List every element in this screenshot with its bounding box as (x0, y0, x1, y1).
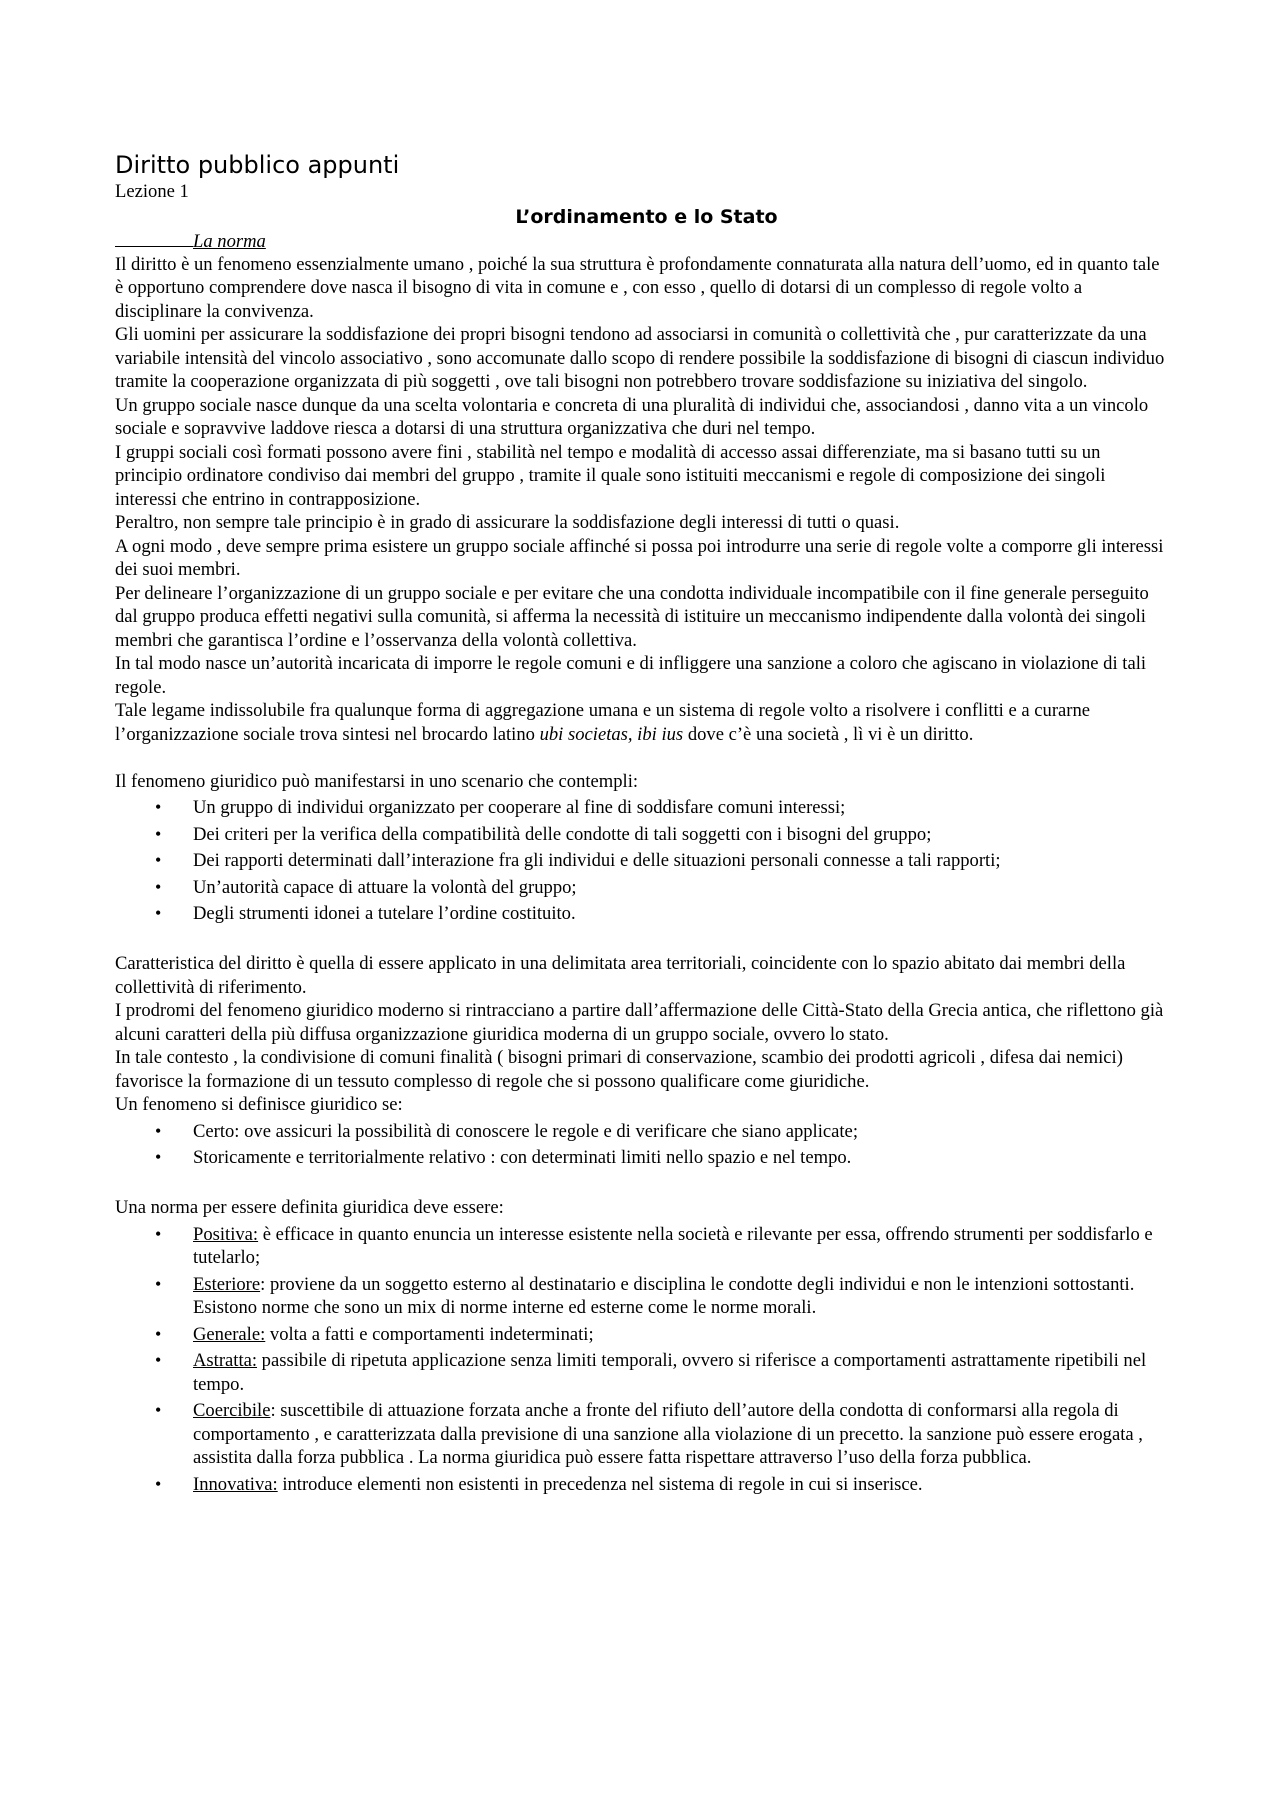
norm-characteristics-list (115, 1223, 1170, 1497)
scenario-item (115, 796, 1170, 820)
norm-description: volta a fatti e comportamenti indeterminati; (265, 1323, 594, 1345)
scenario-item (115, 876, 1170, 900)
norm-description: è efficace in quanto enuncia un interesse esistente nella società e rilevante per essa, offrendo strumenti per soddisfarlo e tutelarlo; (193, 1223, 1153, 1268)
body-paragraph: I prodromi del fenomeno giuridico moderno si rintracciano a partire dall’affermazione delle Città-Stato della Grecia antica, che riflettono già alcuni caratteri della più diffusa organizzazione giuridica moderna di un gruppo sociale, ovvero lo stato. (115, 1000, 1164, 1045)
bullet-icon: • (155, 823, 162, 844)
scenario-intro: Il fenomeno giuridico può manifestarsi in uno scenario che contempli: (115, 770, 639, 792)
tab-underline (115, 245, 193, 247)
bullet-icon: • (155, 1323, 162, 1344)
bullet-icon: • (155, 797, 162, 817)
bullet-icon: • (155, 1223, 162, 1244)
bullet-text: Storicamente e territorialmente relativo : con determinati limiti nello spazio e nel tempo. (193, 1147, 852, 1168)
bullet-text: Dei criteri per la verifica della compatibilità delle condotte di tali soggetti con i bisogni del gruppo; (193, 823, 932, 845)
lesson-label: Lezione 1 (115, 181, 189, 202)
bullet-icon: • (155, 903, 162, 923)
body-paragraph: I gruppi sociali così formati possono avere fini , stabilità nel tempo e modalità di accesso assai differenziate, ma si basano tutti su un principio ordinatore condiviso dai membri del gruppo , tramite il quale sono istituiti meccanismi e regole di composizione dei singoli interessi che entrino in contrapposizione. (115, 441, 1106, 510)
norm-term: Esteriore (193, 1273, 261, 1295)
document-title: Diritto pubblico appunti (115, 151, 400, 179)
norm-description: : suscettibile di attuazione forzata anche a fronte del rifiuto dell’autore della condotta di conformarsi alla regola di comportamento , e caratterizzata dalla previsione di una sanzione alla violazione di un precetto. la sanzione può essere erogata , assistita dalla forza pubblica . La norma giuridica può essere fatta rispettare attraverso l’uso della forza pubblica. (193, 1400, 1143, 1468)
bullet-icon: • (155, 876, 162, 897)
norm-term: Coercibile (193, 1400, 271, 1421)
bullet-icon: • (155, 1473, 162, 1494)
norm-item (115, 1399, 1170, 1470)
body-paragraph: In tal modo nasce un’autorità incaricata di imporre le regole comuni e di infliggere una sanzione a coloro che agiscano in violazione di tali regole. (115, 653, 1147, 698)
norm-description: passibile di ripetuta applicazione senza limiti temporali, ovvero si riferisce a comportamenti astrattamente ripetibili nel tempo. (193, 1350, 1147, 1395)
spacer (115, 929, 1170, 953)
scenario-item (115, 823, 1170, 847)
bullet-text: Un’autorità capace di attuare la volontà del gruppo; (193, 876, 577, 898)
bullet-icon: • (155, 1350, 162, 1370)
body-paragraph: Per delineare l’organizzazione di un gruppo sociale e per evitare che una condotta individuale incompatibile con il fine generale perseguito dal gruppo produca effetti negativi sulla comunità, si afferma la necessità di istituire un meccanismo indipendente dalla volontà dei singoli membri che garantisca l’ordine e l’osservanza della volontà collettiva. (115, 582, 1149, 651)
latin-paragraph-before: Tale legame indissolubile fra qualunque forma di aggregazione umana e un sistema di regole volto a risolvere i conflitti e a curarne l’organizzazione sociale trova sintesi nel brocardo latino (115, 700, 1091, 745)
bullet-icon: • (155, 1400, 162, 1420)
body-paragraph: Caratteristica del diritto è quella di essere applicato in una delimitata area territoriali, coincidente con lo spazio abitato dai membri della collettività di riferimento. (115, 953, 1126, 998)
spacer (115, 746, 1170, 770)
norm-item (115, 1223, 1170, 1270)
bullet-text: Dei rapporti determinati dall’interazione fra gli individui e delle situazioni personali connesse a tali rapporti; (193, 850, 1001, 871)
norm-term: Generale: (193, 1323, 266, 1345)
body-paragraph: Il diritto è un fenomeno essenzialmente umano , poiché la sua struttura è profondamente connaturata alla natura dell’uomo, ed in quanto tale è opportuno comprendere dove nasca il bisogno di vita in comune e , con esso , quello di dotarsi di un complesso di regole volto a disciplinare la convivenza. (115, 253, 1160, 322)
norm-term: Astratta: (193, 1350, 258, 1371)
body-paragraph: A ogni modo , deve sempre prima esistere un gruppo sociale affinché si possa poi introdurre una serie di regole volte a comporre gli interessi dei suoi membri. (115, 535, 1164, 580)
latin-phrase: ubi societas, ibi ius (539, 723, 684, 745)
bullet-icon: • (155, 1273, 162, 1294)
norm-item (115, 1473, 1170, 1497)
bullet-text: Certo: ove assicuri la possibilità di conoscere le regole e di verificare che siano applicate; (193, 1120, 858, 1142)
latin-paragraph-after: dove c’è una società , lì vi è un diritto. (683, 723, 974, 745)
juridical-item (115, 1120, 1170, 1144)
bullet-icon: • (155, 850, 162, 870)
body-paragraph: Gli uomini per assicurare la soddisfazione dei propri bisogni tendono ad associarsi in comunità o collettività che , pur caratterizzate da una variabile intensità del vincolo associativo , sono accomunate dallo scopo di rendere possibile la soddisfazione di bisogni di ciascun individuo tramite la cooperazione organizzata di più soggetti , ove tali bisogni non potrebbero trovare soddisfazione su iniziativa del singolo. (115, 324, 1165, 392)
section-title: L’ordinamento e lo Stato (515, 205, 778, 228)
bullet-text: Un gruppo di individui organizzato per cooperare al fine di soddisfare comuni interessi; (193, 797, 846, 818)
norm-intro: Una norma per essere definita giuridica deve essere: (115, 1197, 504, 1218)
latin-paragraph (115, 699, 1170, 746)
body-paragraph: In tale contesto , la condivisione di comuni finalità ( bisogni primari di conservazione, scambio dei prodotti agricoli , difesa dai nemici) favorisce la formazione di un tessuto complesso di regole che si possono qualificare come giuridiche. (115, 1047, 1123, 1092)
norm-item (115, 1349, 1170, 1396)
middle-paragraphs (115, 952, 1170, 1117)
norm-item (115, 1323, 1170, 1347)
norm-description: introduce elementi non esistenti in precedenza nel sistema di regole in cui si inserisce. (277, 1473, 923, 1495)
norm-description: : proviene da un soggetto esterno al destinatario e disciplina le condotte degli individui e non le intenzioni sottostanti. Esistono norme che sono un mix di norme interne ed esterne come le norme morali. (193, 1273, 1135, 1318)
document-content (115, 150, 1170, 1499)
juridical-list (115, 1120, 1170, 1170)
bullet-icon: • (155, 1120, 162, 1141)
scenario-item (115, 849, 1170, 873)
juridical-item (115, 1146, 1170, 1170)
subheading (115, 230, 1170, 253)
norm-item (115, 1273, 1170, 1320)
scenario-item (115, 902, 1170, 926)
spacer (115, 1173, 1170, 1197)
bullet-text: Degli strumenti idonei a tutelare l’ordine costituito. (193, 903, 576, 924)
body-paragraph: Peraltro, non sempre tale principio è in grado di assicurare la soddisfazione degli interessi di tutti o quasi. (115, 512, 900, 533)
bullet-icon: • (155, 1147, 162, 1167)
body-paragraph: Un fenomeno si definisce giuridico se: (115, 1094, 403, 1115)
subheading-text: La norma (193, 230, 266, 252)
norm-term: Positiva: (193, 1223, 259, 1245)
intro-paragraphs (115, 253, 1170, 700)
norm-term: Innovativa: (193, 1473, 278, 1495)
scenario-list (115, 796, 1170, 926)
body-paragraph: Un gruppo sociale nasce dunque da una scelta volontaria e concreta di una pluralità di individui che, associandosi , danno vita a un vincolo sociale e sopravvive laddove riesca a dotarsi di una struttura organizzativa che duri nel tempo. (115, 394, 1149, 439)
